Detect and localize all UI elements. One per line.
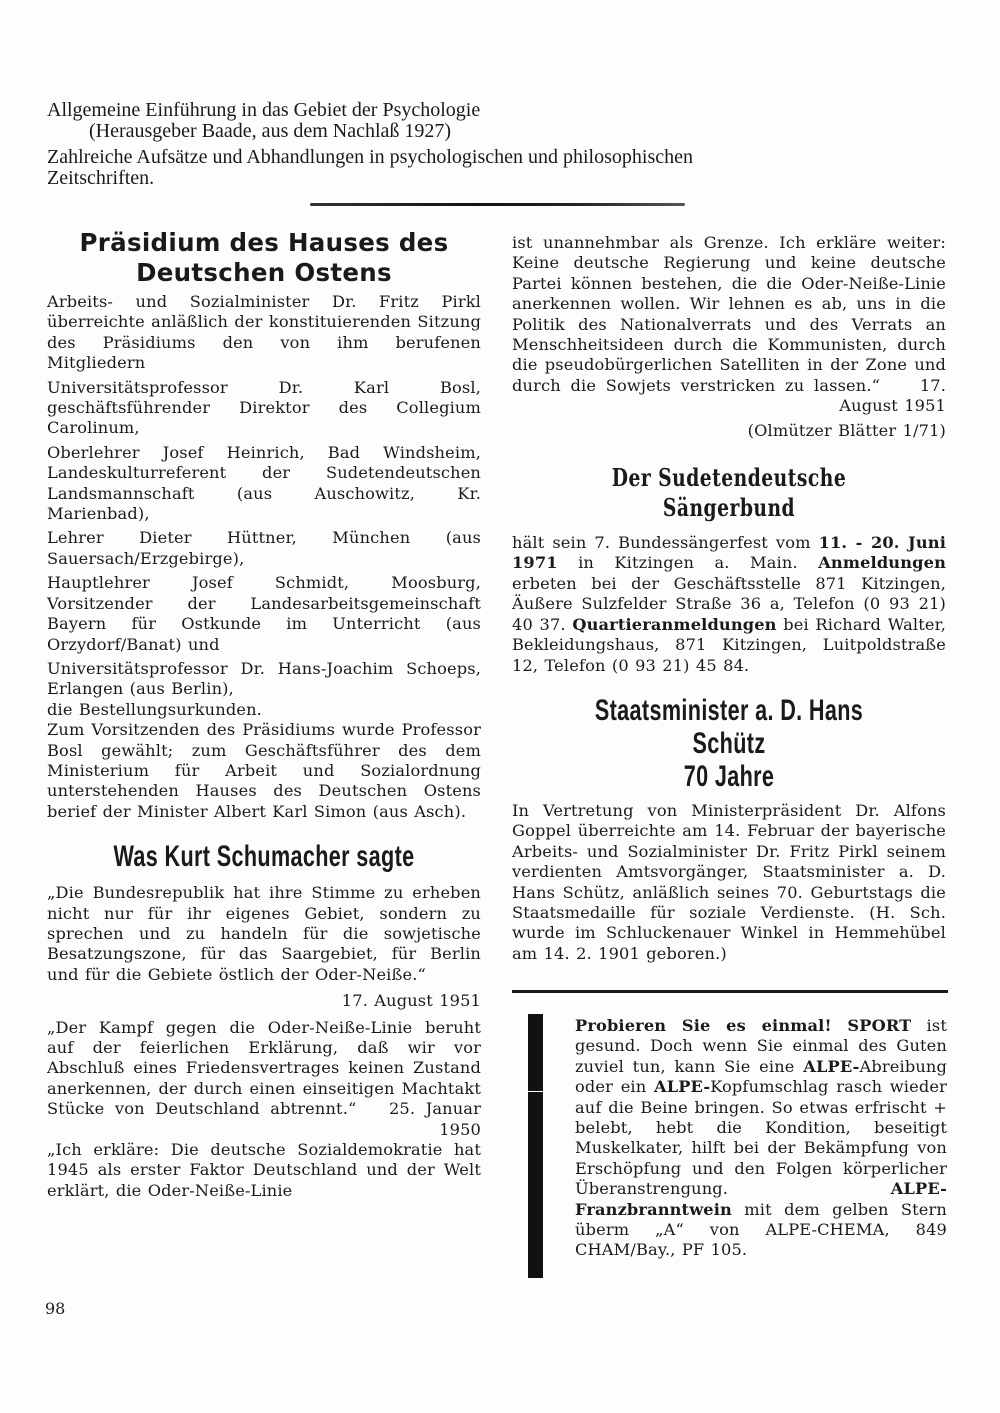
quote-date: 17. August 1951 [341,991,481,1011]
ad-divider [512,990,948,993]
ad-headline: Probieren Sie es einmal! SPORT [575,1016,912,1035]
page-number: 98 [45,1299,66,1318]
title-line: Deutschen Ostens [136,258,392,287]
keyword-highlight: Anmeldungen [818,553,946,573]
article-title-saengerbund: Der Sudetendeutsche Sängerbund [611,463,847,523]
paragraph: Hauptlehrer Josef Schmidt, Moosburg, Vorsitzender der Landesarbeitsgemeinschaft Bayern für Ostkunde im Unterricht (aus Orzydorf/Banat) und [47,573,481,654]
quote-continued [512,233,946,417]
bibliography-line: Zahlreiche Aufsätze und Abhandlungen in psychologischen und philosophischen [47,146,693,168]
article-body-schumacher-continued [512,233,946,441]
bibliography-line: Allgemeine Einführung in das Gebiet der Psychologie [47,99,481,121]
article-title-praesidium [47,228,481,288]
title-line: 70 Jahre [683,759,775,793]
section-divider [310,203,685,206]
ad-vertical-bar [528,1014,543,1278]
article-title-schumacher: Was Kurt Schumacher sagte [113,840,415,874]
quote-source: (Olmützer Blätter 1/71) [747,420,946,440]
text: bei Richard Walter, Bekleidungshaus, 871 Kitzingen, Luitpoldstraße 12, Telefon (0 93 21) 45 84. [512,614,946,675]
quote-date: 25. Januar 1950 [388,1099,481,1139]
article-title-schuetz [573,694,885,793]
paragraph: Zum Vorsitzenden des Präsidiums wurde Professor Bosl gewählt; zum Geschäftsführer des dem Ministerium für Arbeit und Sozialordnung unterstehenden Hauses des Deutschen Ostens berief der Minister Albert Karl Simon (aus Asch). [47,720,481,821]
date-highlight: 11. - 20. Juni 1971 [512,533,946,573]
text: Kopfumschlag rasch wieder auf die Beine bringen. So etwas erfrischt + belebt, hebt die Kondition, beseitigt Muskelkater, hilft bei der Bekämpfung von Erschöpfung und den Folgen körperlicher Überanstrengung. [575,1077,947,1199]
text: ist gesund. Doch wenn Sie einmal des Guten zuviel tun, kann Sie eine [575,1016,947,1076]
article-body-saengerbund [512,533,946,676]
quote: „Ich erkläre: Die deutsche Sozialdemokratie hat 1945 als erster Faktor Deutschland und der Welt erklärt, die Oder-Neiße-Linie [47,1140,481,1200]
quote: „Die Bundesrepublik hat ihre Stimme zu erheben nicht nur für ihr eigenes Gebiet, sondern zu sprechen und zu handeln für die sowjetische Besatzungszone, für das Saargebiet, für Berlin und für die Gebiete östlich der Oder-Neiße.“ [47,883,481,984]
brand: ALPE- [803,1056,860,1076]
text: hält sein 7. Bundessängerfest vom [512,533,819,553]
paragraph: die Bestellungsurkunden. [47,699,262,719]
title-line: Präsidium des Hauses des [79,228,449,257]
quote [47,1018,481,1140]
text: erbeten bei der Geschäftsstelle 871 Kitzingen, Äußere Sulzfelder Straße 36 a, Telefon (0 93 21) 40 37. [512,573,946,634]
ad-bar-gap [528,1091,543,1092]
ad-paragraph [575,1016,947,1261]
text: in Kitzingen a. Main. [557,553,819,573]
bibliography-line: Zeitschriften. [47,167,155,189]
text: mit dem gelben Stern überm „A“ von ALPE-CHEMA, 849 CHAM/Bay., PF 105. [575,1199,947,1260]
bibliography-line: (Herausgeber Baade, aus dem Nachlaß 1927) [89,120,452,142]
paragraph: Universitätsprofessor Dr. Hans-Joachim Schoeps, Erlangen (aus Berlin), [47,658,481,699]
paragraph: Oberlehrer Josef Heinrich, Bad Windsheim, Landeskulturreferent der Sudetendeutschen Landsmannschaft (aus Auschowitz, Kr. Marienbad), [47,442,481,524]
paragraph: Lehrer Dieter Hüttner, München (aus Sauersach/Erzgebirge), [47,528,481,568]
keyword-highlight: Quartieranmeldungen [572,614,777,634]
quote-date: 17. August 1951 [839,375,947,416]
article-body-praesidium [47,292,481,822]
paragraph: Arbeits- und Sozialminister Dr. Fritz Pirkl überreichte anläßlich der konstituierenden Sitzung des Präsidiums den von ihm berufenen Mitgliedern [47,292,481,373]
left-column [47,228,481,1201]
advertisement-alpe [575,1016,947,1261]
bibliography-block [47,100,927,189]
right-column [512,233,946,964]
title-line: Staatsminister a. D. Hans Schütz [594,693,864,760]
article-body-schuetz [512,801,946,964]
paragraph: In Vertretung von Ministerpräsident Dr. Alfons Goppel überreichte am 14. Februar der bayerische Arbeits- und Sozialminister Dr. Fritz Pirkl seinem verdienten Amtsvorgänger, Staatsminister a. D. Hans Schütz, anläßlich seines 70. Geburtstags die Staatsmedaille für soziale Verdienste. (H. Sch. wurde im Schluckenauer Winkel in Hemmehübel am 14. 2. 1901 geboren.) [512,800,946,963]
product-name: ALPE-Franzbranntwein [575,1179,947,1219]
quote-text: „Der Kampf gegen die Oder-Neiße-Linie beruht auf der feierlichen Erklärung, daß wir vor Abschluß eines Friedensvertrages keinen Zustand anerkennen, der durch einen einseitigen Machtakt Stücke von Deutschland abtrennt.“ [47,1017,481,1119]
paragraph: Universitätsprofessor Dr. Karl Bosl, geschäftsführender Direktor des Collegium Carolinum, [47,377,481,438]
paragraph [512,533,946,676]
quote-text: ist unannehmbar als Grenze. Ich erkläre weiter: Keine deutsche Regierung und keine deutsche Partei können bestehen, die die Oder-Neiße-Linie anerkennen wollen. Wir lehnen es ab, uns in die Politik des Nationalverrats und des Verrats an Menschheitsideen durch die Kommunisten, durch die pseudobürgerlichen Satelliten in der Zone und durch die Sowjets verstricken zu lassen.“ [512,233,946,395]
text: Abreibung oder ein [575,1056,947,1097]
brand: ALPE- [653,1077,711,1097]
article-body-schumacher [47,883,481,1201]
